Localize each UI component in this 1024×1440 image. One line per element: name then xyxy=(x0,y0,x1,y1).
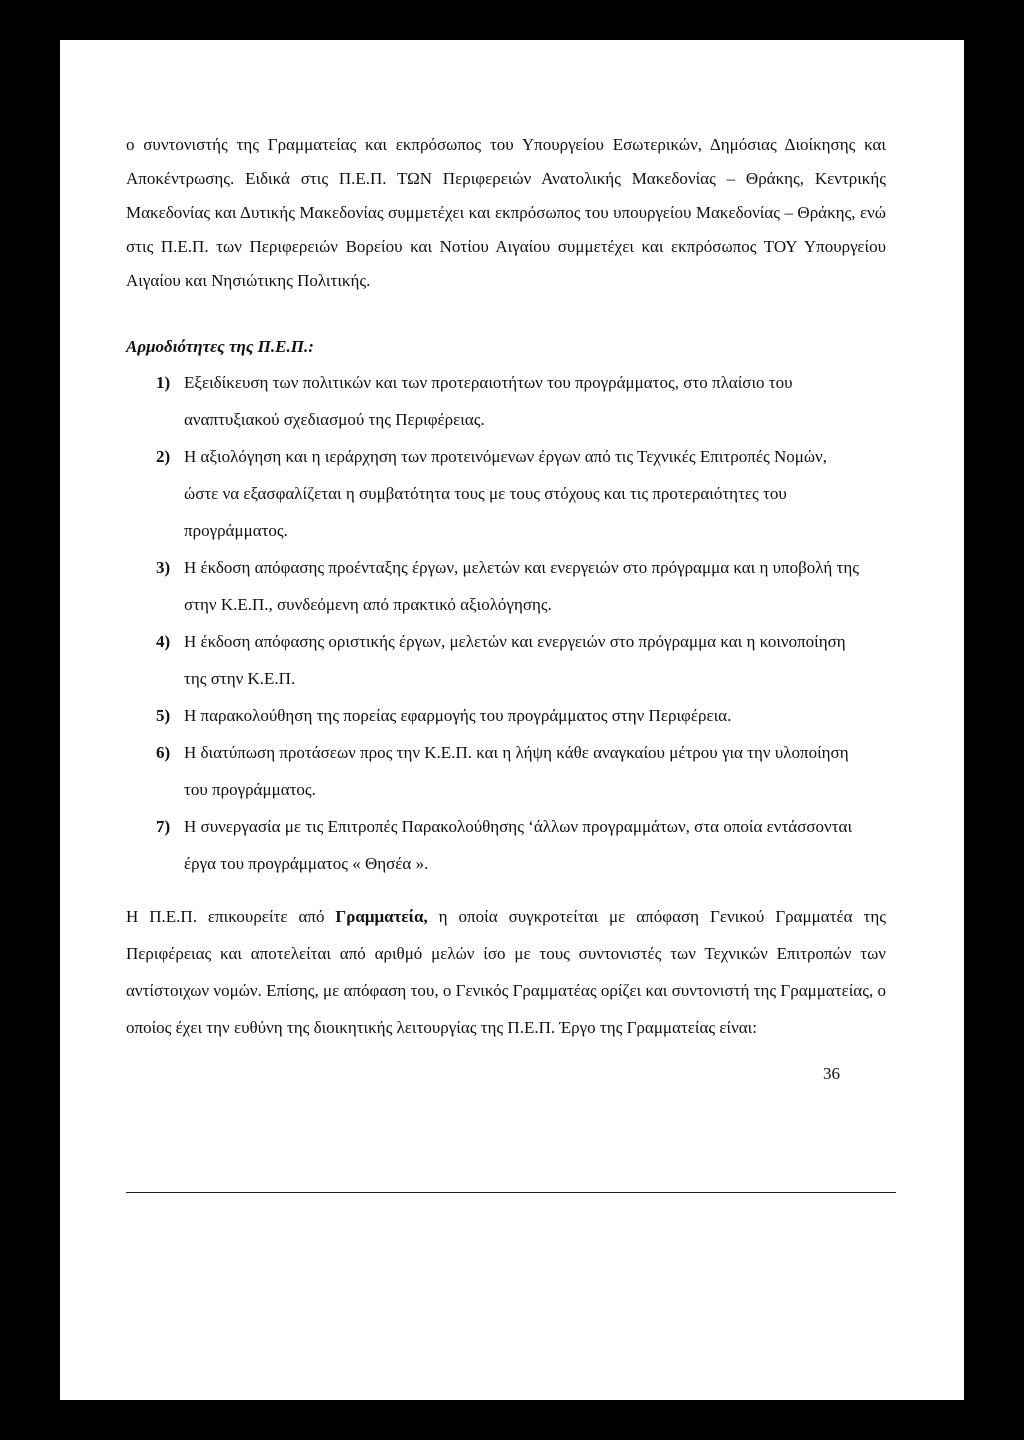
closing-paragraph xyxy=(126,898,886,1046)
list-item xyxy=(126,623,886,697)
list-item-text: Εξειδίκευση των πολιτικών και των προτεραιοτήτων του προγράμματος, στο πλαίσιο του αναπτυξιακού σχεδιασμού της Περιφέρειας. xyxy=(184,373,793,429)
list-item xyxy=(126,734,886,808)
list-item-number: 6) xyxy=(156,743,171,762)
list-item xyxy=(126,364,886,438)
intro-paragraph: ο συντονιστής της Γραμματείας και εκπρόσωπος του Υπουργείου Εσωτερικών, Δημόσιας Διοίκησης και Αποκέντρωσης. Ειδικά στις Π.Ε.Π. ΤΩΝ Περιφερειών Ανατολικής Μακεδονίας – Θράκης, Κεντρικής Μακεδονίας και Δυτικής Μακεδονίας συμμετέχει και εκπρόσωπος του υπουργείου Μακεδονίας – Θράκης, ενώ στις Π.Ε.Π. των Περιφερειών Βορείου και Νοτίου Αιγαίου συμμετέχει και εκπρόσωπος ΤΟΥ Υπουργείου Αιγαίου και Νησιώτικης Πολιτικής. xyxy=(126,135,886,290)
list-item xyxy=(126,808,886,882)
list-item-text: Η διατύπωση προτάσεων προς την Κ.Ε.Π. και η λήψη κάθε αναγκαίου μέτρου για την υλοποίηση του προγράμματος. xyxy=(184,743,849,799)
page-number: 36 xyxy=(823,1064,840,1083)
list-item xyxy=(126,549,886,623)
closing-text-end: η οποία συγκροτείται με απόφαση Γενικού Γραμματέα της Περιφέρειας και αποτελείται από αριθμό μελών ίσο με τους συντονιστές των Τεχνικών Επιτροπών των αντίστοιχων νομών. Επίσης, με απόφαση του, ο Γενικός Γραμματέας ορίζει και συντονιστή της Γραμματείας, ο οποίος έχει την ευθύνη της διοικητικής λειτουργίας της Π.Ε.Π. Έργο της Γραμματείας είναι: xyxy=(126,907,886,1037)
footnote-divider xyxy=(126,1192,896,1193)
list-item-text: Η έκδοση απόφασης προένταξης έργων, μελετών και ενεργειών στο πρόγραμμα και η υποβολή της στην Κ.Ε.Π., συνδεόμενη από πρακτικό αξιολόγησης. xyxy=(184,558,859,614)
list-item-number: 4) xyxy=(156,632,171,651)
closing-bold-term: Γραμματεία, xyxy=(335,907,428,926)
document-page xyxy=(60,40,964,1400)
list-item-text: Η παρακολούθηση της πορείας εφαρμογής του προγράμματος στην Περιφέρεια. xyxy=(184,706,732,725)
page-content xyxy=(126,128,886,1046)
closing-text-start: Η Π.Ε.Π. επικουρείτε από xyxy=(126,907,336,926)
list-item-number: 2) xyxy=(156,447,171,466)
list-item xyxy=(126,697,886,734)
list-item-number: 3) xyxy=(156,558,171,577)
responsibilities-list xyxy=(126,364,886,882)
list-item-number: 5) xyxy=(156,706,171,725)
list-item-text: Η συνεργασία με τις Επιτροπές Παρακολούθησης ‘άλλων προγραμμάτων, στα οποία εντάσσονται έργα του προγράμματος « Θησέα ». xyxy=(184,817,853,873)
section-heading: Αρμοδιότητες της Π.Ε.Π.: xyxy=(126,337,314,356)
intro-section xyxy=(126,128,886,298)
list-item-number: 1) xyxy=(156,373,171,392)
list-item-text: Η έκδοση απόφασης οριστικής έργων, μελετών και ενεργειών στο πρόγραμμα και η κοινοποίηση της στην Κ.Ε.Π. xyxy=(184,632,846,688)
list-item xyxy=(126,438,886,549)
list-item-number: 7) xyxy=(156,817,171,836)
list-item-text: Η αξιολόγηση και η ιεράρχηση των προτεινόμενων έργων από τις Τεχνικές Επιτροπές Νομών, ώστε να εξασφαλίζεται η συμβατότητα τους με τους στόχους και τις προτεραιότητες του προγράμματος. xyxy=(184,447,827,540)
